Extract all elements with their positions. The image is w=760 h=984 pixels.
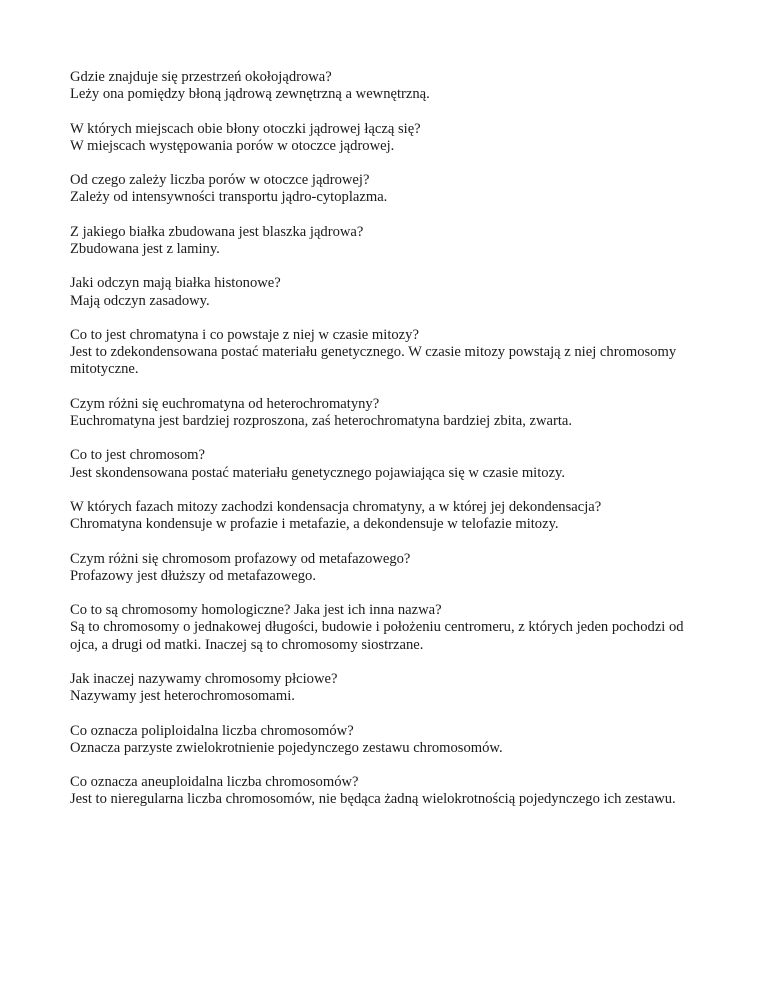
answer-text: Jest skondensowana postać materiału genetycznego pojawiająca się w czasie mitozy. xyxy=(70,464,566,481)
question-text: W których fazach mitozy zachodzi kondensacja chromatyny, a w której jej dekondensacja? xyxy=(70,498,602,515)
qa-item xyxy=(70,327,700,379)
question-text: Czym różni się euchromatyna od heterochromatyny? xyxy=(70,395,380,412)
qa-item xyxy=(70,602,700,654)
question-text: Z jakiego białka zbudowana jest blaszka jądrowa? xyxy=(70,223,364,240)
answer-text: Zbudowana jest z laminy. xyxy=(70,240,220,257)
document-body xyxy=(70,69,700,826)
qa-item xyxy=(70,671,700,705)
answer-text: Leży ona pomiędzy błoną jądrową zewnętrzną a wewnętrzną. xyxy=(70,86,430,103)
qa-item xyxy=(70,121,700,155)
answer-text: Profazowy jest dłuższy od metafazowego. xyxy=(70,567,316,584)
qa-item xyxy=(70,275,700,309)
answer-text: W miejscach występowania porów w otoczce jądrowej. xyxy=(70,137,395,154)
answer-text: Nazywamy jest heterochromosomami. xyxy=(70,688,295,705)
qa-item xyxy=(70,551,700,585)
question-text: Co to są chromosomy homologiczne? Jaka jest ich inna nazwa? xyxy=(70,602,442,619)
question-text: Co oznacza poliploidalna liczba chromosomów? xyxy=(70,722,354,739)
qa-item xyxy=(70,723,700,757)
question-text: Jak inaczej nazywamy chromosomy płciowe? xyxy=(70,670,338,687)
answer-text: Oznacza parzyste zwielokrotnienie pojedynczego zestawu chromosomów. xyxy=(70,739,503,756)
qa-item xyxy=(70,499,700,533)
question-text: Od czego zależy liczba porów w otoczce jądrowej? xyxy=(70,172,370,189)
question-text: Co to jest chromosom? xyxy=(70,447,205,464)
question-text: W których miejscach obie błony otoczki jądrowej łączą się? xyxy=(70,120,421,137)
qa-item xyxy=(70,172,700,206)
answer-text: Euchromatyna jest bardziej rozproszona, zaś heterochromatyna bardziej zbita, zwarta. xyxy=(70,412,573,429)
answer-text: Jest to zdekondensowana postać materiału genetycznego. W czasie mitozy powstają z niej chromosomy mitotyczne. xyxy=(70,344,677,378)
qa-item xyxy=(70,396,700,430)
answer-text: Chromatyna kondensuje w profazie i metafazie, a dekondensuje w telofazie mitozy. xyxy=(70,516,559,533)
answer-text: Zależy od intensywności transportu jądro-cytoplazma. xyxy=(70,189,388,206)
question-text: Gdzie znajduje się przestrzeń okołojądrowa? xyxy=(70,69,332,85)
question-text: Co oznacza aneuploidalna liczba chromosomów? xyxy=(70,774,359,791)
question-text: Co to jest chromatyna i co powstaje z niej w czasie mitozy? xyxy=(70,326,419,343)
question-text: Czym różni się chromosom profazowy od metafazowego? xyxy=(70,550,411,567)
qa-item xyxy=(70,447,700,481)
qa-item xyxy=(70,69,700,103)
qa-item xyxy=(70,774,700,808)
answer-text: Jest to nieregularna liczba chromosomów, nie będąca żadną wielokrotnością pojedynczego ich zestawu. xyxy=(70,791,676,808)
question-text: Jaki odczyn mają białka histonowe? xyxy=(70,275,281,292)
qa-item xyxy=(70,224,700,258)
answer-text: Są to chromosomy o jednakowej długości, budowie i położeniu centromeru, z których jeden pochodzi od ojca, a drugi od matki. Inaczej są to chromosomy siostrzane. xyxy=(70,619,684,653)
answer-text: Mają odczyn zasadowy. xyxy=(70,292,210,309)
